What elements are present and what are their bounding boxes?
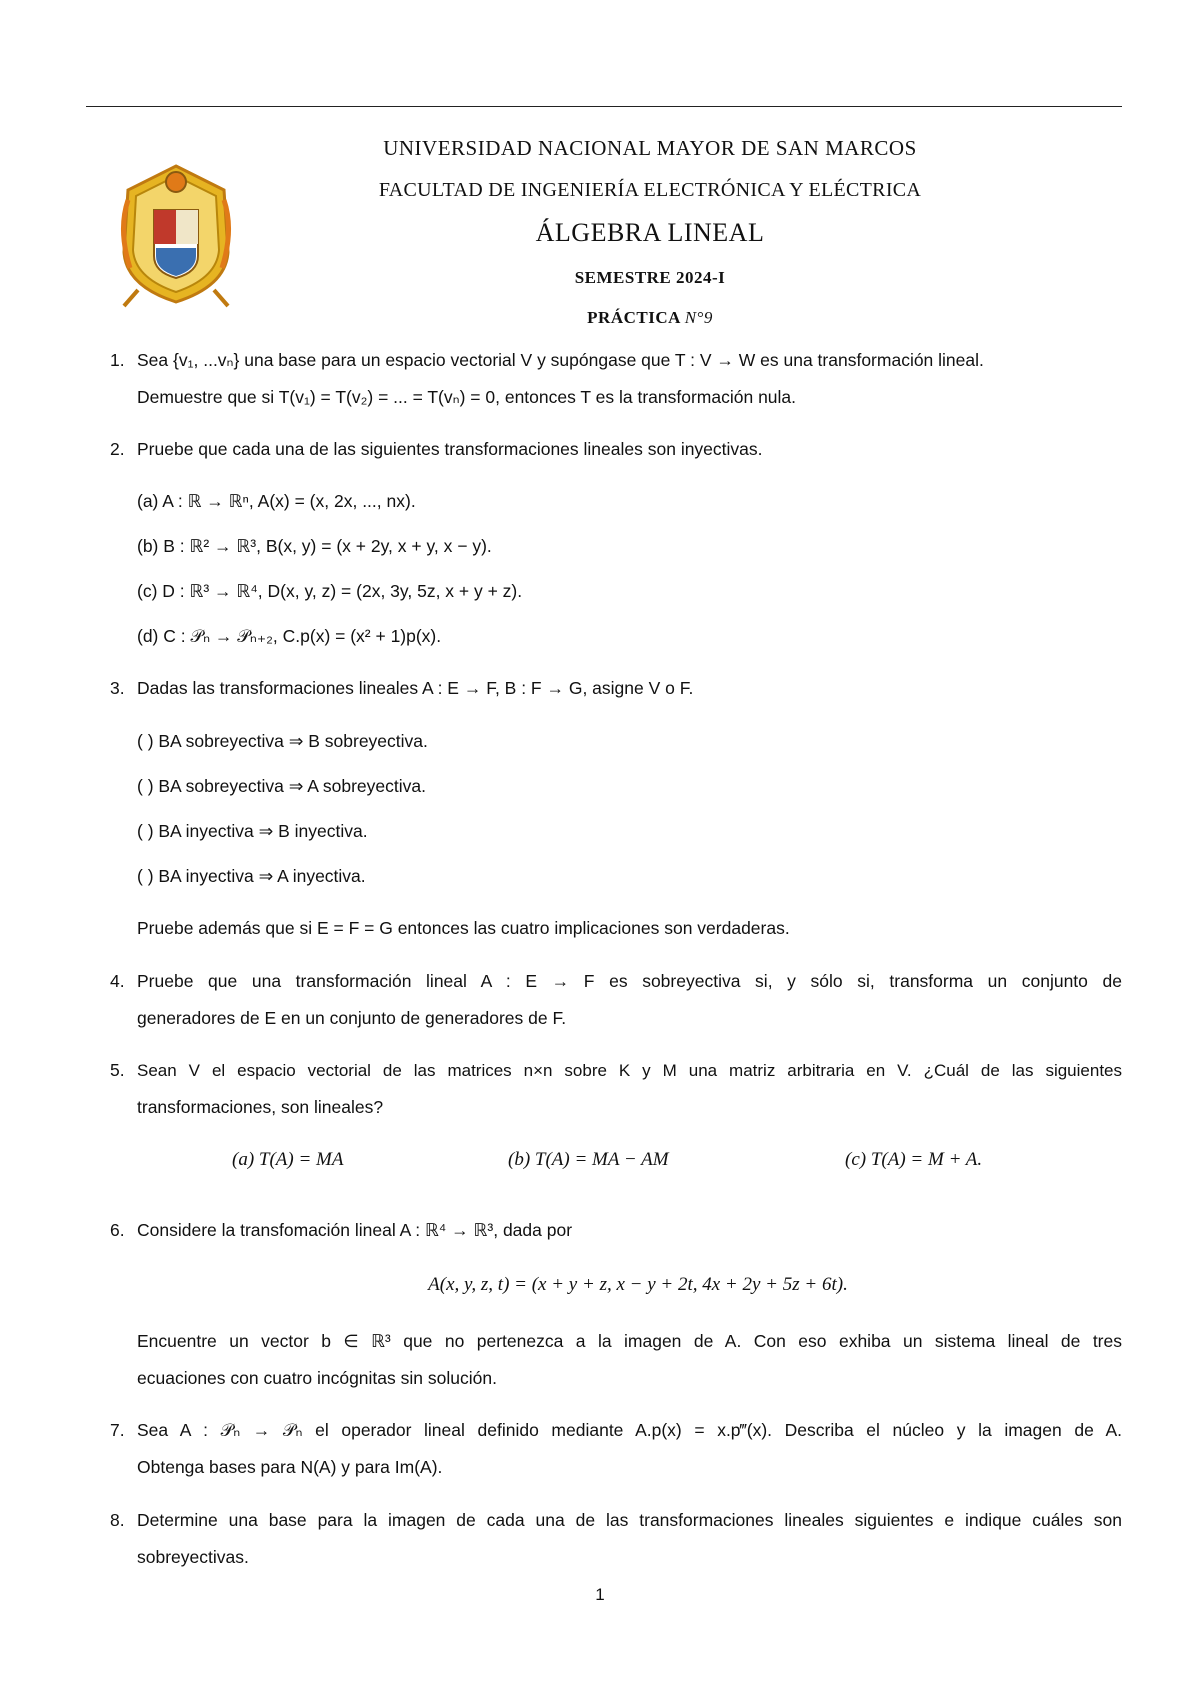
university-seal: [114, 160, 238, 308]
header-rule: [86, 106, 1122, 107]
problem-8-line-1: Determine una base para la imagen de cada una de las transformaciones lineales siguientes e indique cuáles son: [137, 1510, 1122, 1530]
problem-3-item-4: ( ) BA inyectiva ⇒ A inyectiva.: [137, 866, 366, 886]
practice-title: [240, 308, 1060, 328]
problem-6-line-4: ecuaciones con cuatro incógnitas sin solución.: [137, 1368, 497, 1388]
problem-2-number: 2.: [110, 439, 125, 459]
problem-5-line-1: Sean V el espacio vectorial de las matrices n×n sobre K y M una matriz arbitraria en V. ¿Cuál de las siguientes: [137, 1061, 1122, 1080]
problem-7-line-2: Obtenga bases para N(A) y para Im(A).: [137, 1457, 443, 1477]
semester: SEMESTRE 2024-I: [574, 268, 726, 287]
problem-6-text: Considere la transfomación lineal A : ℝ⁴ → ℝ³, dada por: [137, 1220, 573, 1240]
problem-7-number: 7.: [110, 1420, 125, 1440]
page-number: 1: [595, 1585, 605, 1604]
problem-5-number: 5.: [110, 1060, 125, 1080]
problem-8-number: 8.: [110, 1510, 125, 1530]
problem-3-item-3: ( ) BA inyectiva ⇒ B inyectiva.: [137, 821, 368, 841]
problem-8-line-2: sobreyectivas.: [137, 1547, 249, 1567]
problem-4-number: 4.: [110, 971, 125, 991]
faculty-name: FACULTAD DE INGENIERÍA ELECTRÓNICA Y ELÉCTRICA: [378, 179, 922, 201]
problem-4-line-2: generadores de E en un conjunto de generadores de F.: [137, 1008, 567, 1028]
problem-2-text: Pruebe que cada una de las siguientes transformaciones lineales son inyectivas.: [137, 439, 763, 459]
problem-3-note: Pruebe además que si E = F = G entonces las cuatro implicaciones son verdaderas.: [137, 918, 790, 938]
university-name: UNIVERSIDAD NACIONAL MAYOR DE SAN MARCOS: [383, 136, 917, 160]
practice-number: N°9: [684, 308, 713, 327]
problem-1-line-1: Sea {v₁, ...vₙ} una base para un espacio vectorial V y supóngase que T : V → W es una transformación lineal.: [137, 350, 984, 370]
problem-5-option-b: (b) T(A) = MA − AM: [508, 1149, 669, 1170]
problem-2-item-b: (b) B : ℝ² → ℝ³, B(x, y) = (x + 2y, x + y, x − y).: [137, 536, 492, 556]
problem-6-number: 6.: [110, 1220, 125, 1240]
problem-5-option-a: (a) T(A) = MA: [232, 1149, 344, 1170]
problem-5-option-c: (c) T(A) = M + A.: [845, 1149, 983, 1170]
problem-3-item-1: ( ) BA sobreyectiva ⇒ B sobreyectiva.: [137, 731, 428, 751]
problem-2-item-a: (a) A : ℝ → ℝⁿ, A(x) = (x, 2x, ..., nx).: [137, 491, 416, 511]
course-title: ÁLGEBRA LINEAL: [535, 218, 765, 247]
problem-6-formula: A(x, y, z, t) = (x + y + z, x − y + 2t, 4x + 2y + 5z + 6t).: [428, 1274, 848, 1295]
problem-1-line-2: Demuestre que si T(v₁) = T(v₂) = ... = T(vₙ) = 0, entonces T es la transformación nula.: [137, 387, 797, 407]
problem-6-line-3: Encuentre un vector b ∈ ℝ³ que no pertenezca a la imagen de A. Con eso exhiba un sistema lineal de tres: [137, 1331, 1122, 1351]
problem-1-number: 1.: [110, 350, 125, 370]
problem-4-line-1: Pruebe que una transformación lineal A : E → F es sobreyectiva si, y sólo si, transforma un conjunto de: [137, 971, 1122, 991]
problem-3-number: 3.: [110, 678, 125, 698]
problem-2-item-d: (d) C : 𝒫ₙ → 𝒫ₙ₊₂, C.p(x) = (x² + 1)p(x).: [137, 626, 442, 646]
problem-2-item-c: (c) D : ℝ³ → ℝ⁴, D(x, y, z) = (2x, 3y, 5z, x + y + z).: [137, 581, 523, 601]
practice-label: PRÁCTICA: [587, 308, 680, 327]
problem-5-line-2: transformaciones, son lineales?: [137, 1097, 384, 1117]
problem-7-line-1: Sea A : 𝒫ₙ → 𝒫ₙ el operador lineal definido mediante A.p(x) = x.p‴(x). Describa el núcleo y la imagen de A.: [137, 1420, 1122, 1440]
problem-3-item-2: ( ) BA sobreyectiva ⇒ A sobreyectiva.: [137, 776, 426, 796]
problem-3-text: Dadas las transformaciones lineales A : E → F, B : F → G, asigne V o F.: [137, 678, 694, 698]
